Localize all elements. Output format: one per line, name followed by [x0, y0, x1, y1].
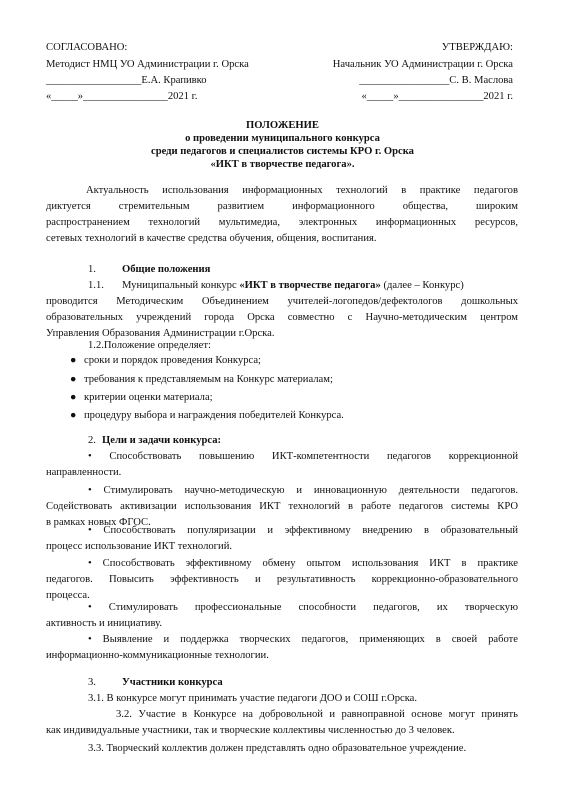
bullet-icon: ●: [70, 355, 77, 366]
bullet-icon: ●: [70, 410, 77, 421]
p11-contest-name: «ИКТ в творчестве педагога»: [239, 280, 381, 291]
p11-text-b: (далее – Конкурс): [383, 280, 464, 291]
p32-line: как индивидуальные участники, так и творческие коллективы численностью до 3 человек.: [46, 725, 455, 736]
approval-left-date: «_____»________________2021 г.: [46, 91, 198, 102]
approval-right-title: УТВЕРЖДАЮ:: [441, 42, 513, 53]
p12-text: 1.2.Положение определяет:: [88, 340, 211, 351]
p33-text: 3.3. Творческий коллектив должен представлять одно образовательное учреждение.: [88, 743, 467, 754]
section-2-title: Цели и задачи конкурса:: [102, 435, 222, 446]
goal-line: процесс использование ИКТ технологий.: [46, 541, 233, 552]
p32-line: 3.2. Участие в Конкурсе на добровольной и равноправной основе могут принять: [116, 709, 518, 720]
p11-line: проводится Методическим Объединением учителей-логопедов/дефектологов дошкольных: [46, 296, 518, 307]
approval-right-signature: _________________С. В. Маслова: [359, 75, 513, 86]
list-item-text: процедуру выбора и награждения победителей Конкурса.: [84, 410, 344, 421]
goal-item: [46, 600, 518, 632]
section-3-number: 3.: [88, 677, 96, 688]
bullet-icon: ●: [70, 374, 77, 385]
approval-left-title: СОГЛАСОВАНО:: [46, 42, 128, 53]
list-item-text: требования к представляемым на Конкурс материалам;: [84, 374, 333, 385]
goal-line: в рамках новых ФГОС.: [46, 517, 151, 528]
goal-line: • Способствовать эффективному обмену опытом использования ИКТ в практике: [88, 558, 518, 569]
title-line-1: ПОЛОЖЕНИЕ: [246, 120, 319, 131]
list-item-text: сроки и порядок проведения Конкурса;: [84, 355, 261, 366]
goal-line: • Способствовать повышению ИКТ-компетентности педагогов коррекционной: [88, 451, 518, 462]
goal-line: процесса.: [46, 590, 90, 601]
intro-line: распространением технологий мультимедиа, электронных информационных ресурсов,: [46, 217, 518, 228]
section-1-title: Общие положения: [122, 264, 211, 275]
approval-left-position: Методист НМЦ УО Администрации г. Орска: [46, 59, 249, 70]
p11-number: 1.1.: [88, 280, 104, 291]
list-item: [70, 390, 213, 406]
goal-line: направленности.: [46, 467, 122, 478]
section-2-number: 2.: [88, 435, 96, 446]
goal-line: • Стимулировать профессиональные способности педагогов, их творческую: [88, 602, 518, 613]
approval-left-signature: __________________Е.А. Крапивко: [46, 75, 207, 86]
intro-line: диктуется стремительным развитием информационного общества, широким: [46, 201, 518, 212]
intro-line: Актуальность использования информационных технологий в практике педагогов: [86, 185, 518, 196]
goal-line: информационно-коммуникационные технологии.: [46, 650, 269, 661]
goal-line: • Способствовать популяризации и эффективному внедрению в образовательный: [88, 525, 518, 536]
p32-paragraph: [46, 707, 518, 739]
goal-item: [46, 556, 518, 604]
goal-line: • Стимулировать научно-методическую и инновационную деятельности педагогов.: [88, 485, 518, 496]
approval-right-position: Начальник УО Администрации г. Орска: [332, 59, 513, 70]
title-line-3: среди педагогов и специалистов системы КРО г. Орска: [151, 146, 414, 157]
p11-line: Управления Образования Администрации г.Орска.: [46, 328, 275, 339]
bullet-icon: ●: [70, 392, 77, 403]
list-item: [70, 408, 344, 424]
section-1-number: 1.: [88, 264, 96, 275]
goal-item: [46, 632, 518, 664]
p11-paragraph: [46, 294, 518, 342]
document-title: [0, 119, 565, 171]
goal-line: • Выявление и поддержка творческих педагогов, применяющих в своей работе: [88, 634, 518, 645]
goal-line: активность и инициативу.: [46, 618, 162, 629]
goal-line: Содействовать активизации использования ИКТ технологий в работе педагогов системы КРО: [46, 501, 518, 512]
section-3-title: Участники конкурса: [122, 677, 223, 688]
goal-line: педагогов. Повысить эффективность и результативность коррекционно-образовательного: [46, 574, 518, 585]
goal-item: [46, 523, 518, 555]
approval-right-date: «_____»________________2021 г.: [361, 91, 513, 102]
goal-item: [46, 449, 518, 481]
title-line-2: о проведении муниципального конкурса: [185, 133, 380, 144]
p31-text: 3.1. В конкурсе могут принимать участие педагоги ДОО и СОШ г.Орска.: [88, 693, 418, 704]
list-item-text: критерии оценки материала;: [84, 392, 213, 403]
list-item: [70, 353, 261, 369]
intro-line: сетевых технологий в качестве средства обучения, общения, воспитания.: [46, 233, 377, 244]
p11-text-a: Муниципальный конкурс: [122, 280, 237, 291]
p11-text-start: [122, 278, 464, 293]
p11-line: образовательных учреждений города Орска совместно с Научно-методическим центром: [46, 312, 518, 323]
intro-paragraph: [46, 183, 518, 247]
title-line-4: «ИКТ в творчестве педагога».: [210, 159, 355, 170]
list-item: [70, 372, 333, 388]
